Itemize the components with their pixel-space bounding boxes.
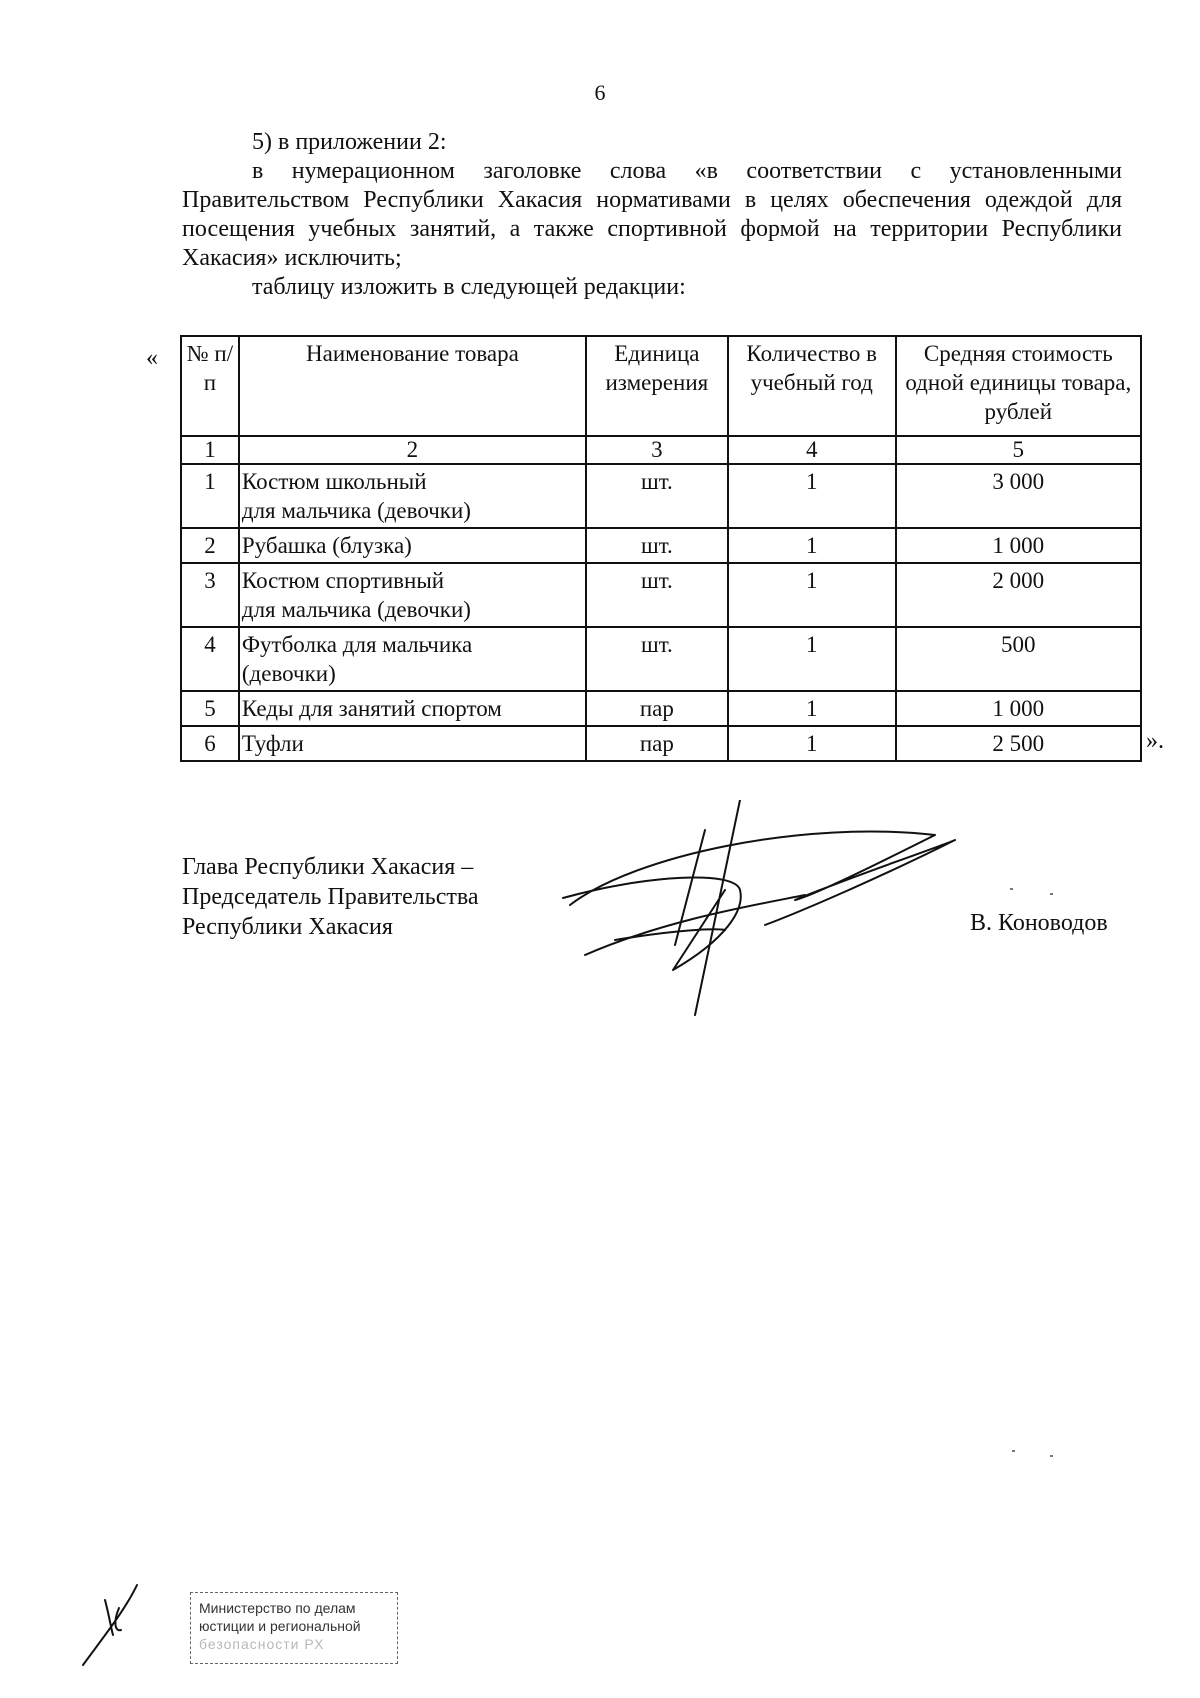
stamp-line: Министерство по делам [199,1600,356,1616]
scan-speck [1012,1450,1015,1452]
table-row [181,627,1141,691]
row-name-line: Костюм школьный [241,469,427,494]
row-unit: пар [586,691,728,726]
row-qty: 1 [728,528,896,563]
signatory-title-line: Республики Хакасия [182,914,393,940]
row-price: 3 000 [896,464,1141,528]
row-unit: шт. [586,528,728,563]
row-num: 1 [181,464,239,528]
scan-speck [1050,893,1053,895]
table-row [181,726,1141,761]
col-number: 5 [896,436,1141,464]
table-row [181,563,1141,627]
row-name-line: Футболка для мальчика [241,632,473,657]
stamp-line: безопасности РХ [199,1636,325,1652]
col-number: 1 [181,436,239,464]
row-price: 1 000 [896,691,1141,726]
table-row [181,464,1141,528]
column-number-row [181,436,1141,464]
header-price: Средняя стоимость одной единицы товара, рублей [896,336,1141,436]
row-price: 500 [896,627,1141,691]
col-number: 3 [586,436,728,464]
scan-speck [1050,1455,1053,1457]
row-num: 2 [181,528,239,563]
row-name-line: для мальчика (девочки) [241,498,471,523]
row-qty: 1 [728,627,896,691]
signatory-title [182,852,479,942]
registration-stamp [190,1592,398,1664]
row-name [239,563,586,627]
goods-table [180,335,1142,762]
row-qty: 1 [728,691,896,726]
signatory-name: В. Коноводов [970,910,1108,936]
row-name-line: Костюм спортивный [241,568,445,593]
row-name-line: Туфли [241,731,304,756]
row-qty: 1 [728,726,896,761]
row-num: 6 [181,726,239,761]
row-name-line: для мальчика (девочки) [241,597,471,622]
table-header-row [181,336,1141,436]
row-price: 1 000 [896,528,1141,563]
stamp-line: юстиции и региональной [199,1618,361,1634]
header-num: № п/п [181,336,239,436]
table-row [181,691,1141,726]
handwritten-signature [555,800,975,1020]
header-name: Наименование товара [239,336,586,436]
header-qty: Количество в учебный год [728,336,896,436]
row-unit: шт. [586,627,728,691]
paragraph-item-text: 5) в приложении 2: [252,129,447,155]
paragraph-table-intro: таблицу изложить в следующей редакции: [252,274,686,300]
row-unit: шт. [586,464,728,528]
table-row [181,528,1141,563]
paragraph-amendment: в нумерационном заголовке слова «в соответствии с установленными Правительством Республики Хакасия нормативами в целях обеспечения одеждой для посещения учебных занятий, а также спортивной формой на территории Республики Хакасия» исключить; [182,158,1122,271]
closing-quote: ». [1146,728,1164,754]
row-qty: 1 [728,464,896,528]
signatory-title-line: Председатель Правительства [182,884,479,910]
handwritten-initials [75,1580,155,1670]
row-num: 3 [181,563,239,627]
col-number: 2 [239,436,586,464]
row-name [239,691,586,726]
row-name-line: Кеды для занятий спортом [241,696,502,721]
header-unit: Единица измерения [586,336,728,436]
row-num: 5 [181,691,239,726]
row-name [239,464,586,528]
row-name [239,528,586,563]
col-number: 4 [728,436,896,464]
row-price: 2 500 [896,726,1141,761]
row-unit: шт. [586,563,728,627]
signatory-title-line: Глава Республики Хакасия – [182,854,474,880]
row-name-line: Рубашка (блузка) [241,533,412,558]
scan-speck [1010,888,1013,890]
row-name [239,627,586,691]
row-num: 4 [181,627,239,691]
paragraph-item-intro [182,128,1122,157]
opening-quote: « [146,345,158,371]
row-unit: пар [586,726,728,761]
page-number: 6 [594,80,606,105]
row-name [239,726,586,761]
row-name-line: (девочки) [241,661,336,686]
row-price: 2 000 [896,563,1141,627]
row-qty: 1 [728,563,896,627]
